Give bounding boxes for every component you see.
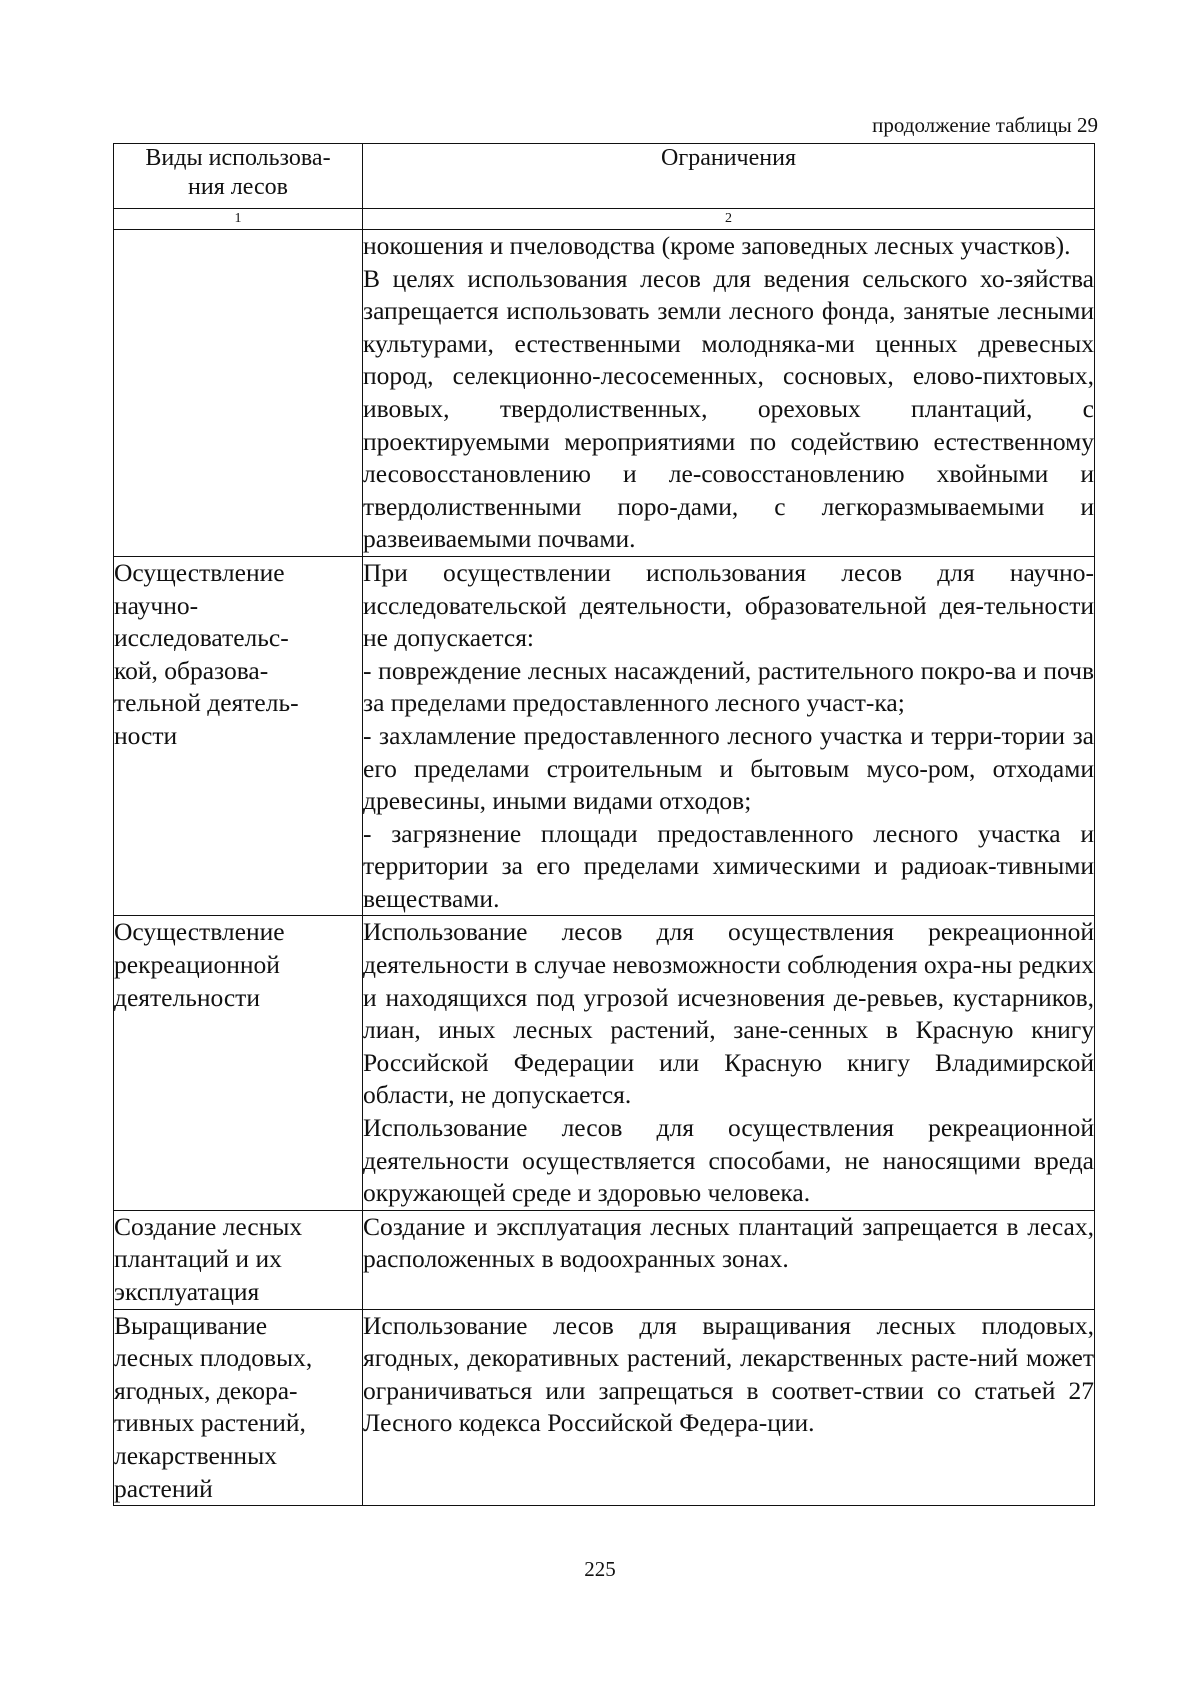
- column-number-1: 1: [114, 209, 363, 230]
- header-forest-use-types: [114, 144, 363, 209]
- forest-use-type-cell: [114, 230, 363, 557]
- restriction-paragraph: - захламление предоставленного лесного участка и терри-тории за его пределами строительным и бытовым мусо-ром, отходами древесины, иными видами отходов;: [363, 720, 1094, 816]
- header-forest-use-types-text: Виды использова- ния лесов: [145, 145, 331, 200]
- restriction-paragraph: - загрязнение площади предоставленного лесного участка и территории за его пределами химическими и радиоак-тивными веществами.: [363, 818, 1094, 913]
- forest-use-type-text: Осуществление рекреационной деятельности: [114, 917, 285, 1012]
- forest-use-type-text: Выращивание лесных плодовых, ягодных, декора- тивных растений, лекарственных растений: [114, 1310, 313, 1503]
- restriction-cell: [363, 556, 1095, 916]
- header-restrictions: Ограничения: [363, 144, 1095, 209]
- forest-use-type-text: Осуществление научно- исследовательс- кой, образова- тельной деятель- ности: [114, 557, 299, 750]
- forest-use-type-cell: [114, 1309, 363, 1506]
- restriction-paragraph: При осуществлении использования лесов для научно-исследовательской деятельности, образовательной дея-тельности не допускается:: [363, 557, 1094, 653]
- table-body: [114, 230, 1095, 1506]
- restriction-paragraph: Создание и эксплуатация лесных плантаций запрещается в лесах, расположенных в водоохранных зонах.: [363, 1211, 1094, 1274]
- forest-use-type-text: Создание лесных плантаций и их эксплуатация: [114, 1211, 303, 1306]
- forest-use-type-cell: [114, 1210, 363, 1309]
- restriction-paragraph: В целях использования лесов для ведения сельского хо-зяйства запрещается использовать земли лесного фонда, занятые лесными культурами, естественными молодняка-ми ценных древесных пород, селекционно-лесосеменных, сосновых, елово-пихтовых, ивовых, твердолиственных, ореховых плантаций, с проектируемыми мероприятиями по содействию естественному лесовосстановлению и ле-совосстановлению хвойными и твердолиственными поро-дами, с легкоразмываемыми и развеиваемыми почвами.: [363, 263, 1094, 554]
- table-row: [114, 916, 1095, 1210]
- restriction-cell: [363, 1309, 1095, 1506]
- restriction-paragraph: Использование лесов для выращивания лесных плодовых, ягодных, декоративных растений, лекарственных расте-ний может ограничиваться или запрещаться в соответ-ствии со статьей 27 Лесного кодекса Российской Федера-ции.: [363, 1310, 1094, 1438]
- restriction-paragraph: Использование лесов для осуществления рекреационной деятельности в случае невозможности соблюдения охра-ны редких и находящихся под угрозой исчезновения де-ревьев, кустарников, лиан, иных лесных растений, зане-сенных в Красную книгу Российской Федерации или Красную книгу Владимирской области, не допускается.: [363, 917, 1094, 1110]
- table-row: [114, 230, 1095, 557]
- restriction-cell: [363, 916, 1095, 1210]
- table-header-row: [114, 144, 1095, 209]
- forest-use-type-cell: [114, 556, 363, 916]
- restriction-cell: [363, 1210, 1095, 1309]
- column-number-row: [114, 209, 1095, 230]
- page-number: 225: [584, 1557, 616, 1581]
- column-number-2: 2: [363, 209, 1095, 230]
- restriction-paragraph: нокошения и пчеловодства (кроме заповедных лесных участков).: [363, 231, 1071, 260]
- restriction-cell: [363, 230, 1095, 557]
- restriction-paragraph: Использование лесов для осуществления рекреационной деятельности осуществляется способами, не наносящими вреда окружающей среде и здоровью человека.: [363, 1113, 1094, 1208]
- forest-use-type-cell: [114, 916, 363, 1210]
- table-continuation-label: продолжение таблицы 29: [872, 113, 1098, 137]
- table-row: [114, 556, 1095, 916]
- table-row: [114, 1309, 1095, 1506]
- forest-use-restrictions-table: [113, 143, 1095, 1506]
- restriction-paragraph: - повреждение лесных насаждений, растительного покро-ва и почв за пределами предоставленного лесного участ-ка;: [363, 655, 1094, 718]
- table-row: [114, 1210, 1095, 1309]
